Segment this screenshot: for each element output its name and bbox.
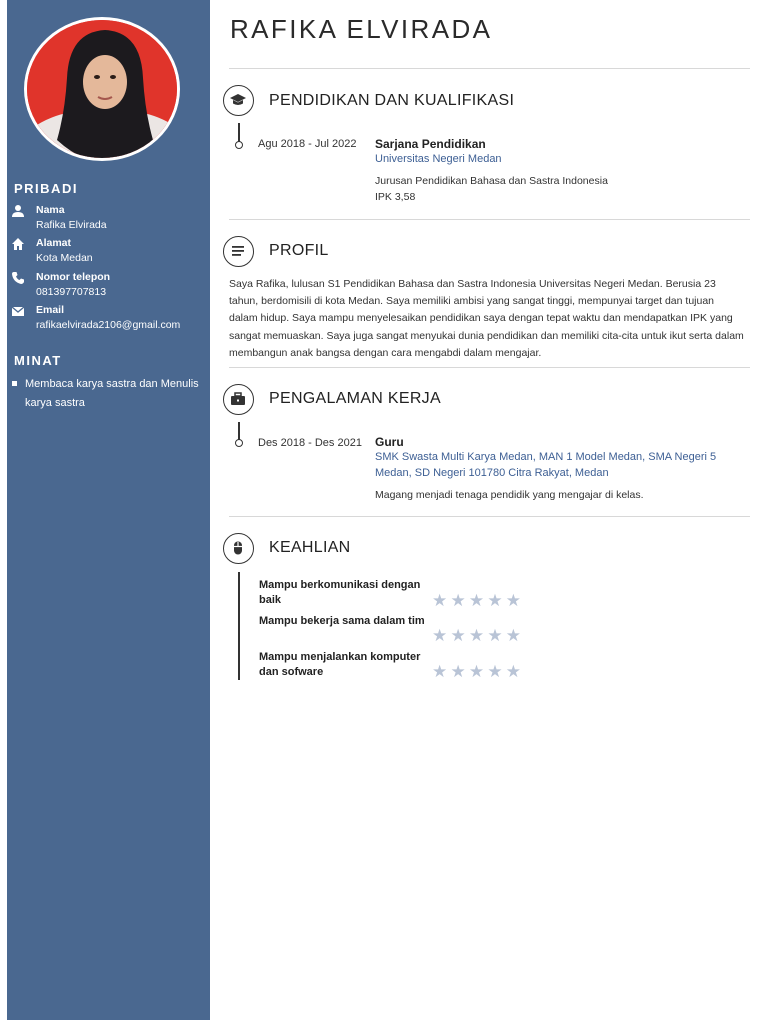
home-icon xyxy=(11,237,27,251)
education-degree: Sarjana Pendidikan xyxy=(375,137,486,151)
skill-name: Mampu menjalankan komputer dan sofware xyxy=(259,651,421,678)
briefcase-icon xyxy=(223,384,254,415)
experience-date: Des 2018 - Des 2021 xyxy=(258,437,362,449)
personal-item-label: Email xyxy=(36,304,65,316)
mail-icon xyxy=(11,304,27,318)
personal-item-label: Nomor telepon xyxy=(36,271,111,283)
timeline-dot xyxy=(235,439,243,447)
profile-text: Saya Rafika, lulusan S1 Pendidikan Bahasa dan Sastra Indonesia Universitas Negeri Medan. Berusia 23 tahun, berdomisili di kota Medan. Saya memiliki ambisi yang sangat tinggi, mempunyai target dan tujuan dalam hidup. Saya mampu menyelesaikan pendidikan saya dengan tepat waktu dan mendapatkan IPK yang sangat memuaskan. Saya juga sangat menyukai dunia pendidikan dan memiliki cita-cita untuk ikut serta dalam membangun anak bangsa dengan cara mengabdi dalam mengajar. xyxy=(229,278,744,359)
timeline-line xyxy=(238,572,240,680)
star-rating-icon: ★★★★★ xyxy=(432,626,525,645)
divider xyxy=(229,68,750,69)
experience-places: SMK Swasta Multi Karya Medan, MAN 1 Model Medan, SMA Negeri 5 Medan, SD Negeri 101780 Citra Rakyat, Medan xyxy=(375,451,717,479)
phone-icon xyxy=(11,271,27,285)
divider xyxy=(229,367,750,368)
star-rating-icon: ★★★★★ xyxy=(432,591,525,610)
divider xyxy=(229,219,750,220)
person-icon xyxy=(11,204,27,218)
personal-item-label: Nama xyxy=(36,204,65,216)
personal-item-value: 081397707813 xyxy=(36,286,107,298)
personal-item-label: Alamat xyxy=(36,237,72,249)
skill-name: Mampu berkomunikasi dengan baik xyxy=(259,579,421,606)
personal-item-value: Rafika Elvirada xyxy=(36,219,107,231)
section-title-skills: KEAHLIAN xyxy=(269,539,351,556)
bullet-icon xyxy=(12,381,17,386)
section-heading-minat: MINAT xyxy=(14,353,62,368)
section-title-experience: PENGALAMAN KERJA xyxy=(269,390,441,407)
timeline-line xyxy=(238,123,240,143)
sidebar xyxy=(7,0,210,1020)
interest-text: Membaca karya sastra dan Menulis karya sastra xyxy=(25,378,199,409)
education-major: Jurusan Pendidikan Bahasa dan Sastra Indonesia xyxy=(375,175,608,187)
education-institution: Universitas Negeri Medan xyxy=(375,153,502,165)
graduation-cap-icon xyxy=(223,85,254,116)
skill-name: Mampu bekerja sama dalam tim xyxy=(259,615,425,627)
personal-item-value: Kota Medan xyxy=(36,252,93,264)
section-title-profile: PROFIL xyxy=(269,242,329,259)
education-date: Agu 2018 - Jul 2022 xyxy=(258,138,357,150)
personal-item-value: rafikaelvirada2106@gmail.com xyxy=(36,319,181,331)
section-heading-pribadi: PRIBADI xyxy=(14,181,78,196)
profile-photo xyxy=(24,17,180,161)
divider xyxy=(229,516,750,517)
experience-desc: Magang menjadi tenaga pendidik yang mengajar di kelas. xyxy=(375,489,644,501)
mouse-icon xyxy=(223,533,254,564)
candidate-name: RAFIKA ELVIRADA xyxy=(230,14,493,44)
education-gpa: IPK 3,58 xyxy=(375,191,416,203)
document-lines-icon xyxy=(223,236,254,267)
section-title-education: PENDIDIKAN DAN KUALIFIKASI xyxy=(269,92,515,109)
star-rating-icon: ★★★★★ xyxy=(432,662,525,681)
timeline-dot xyxy=(235,141,243,149)
experience-role: Guru xyxy=(375,435,404,449)
interest-item xyxy=(12,375,204,413)
